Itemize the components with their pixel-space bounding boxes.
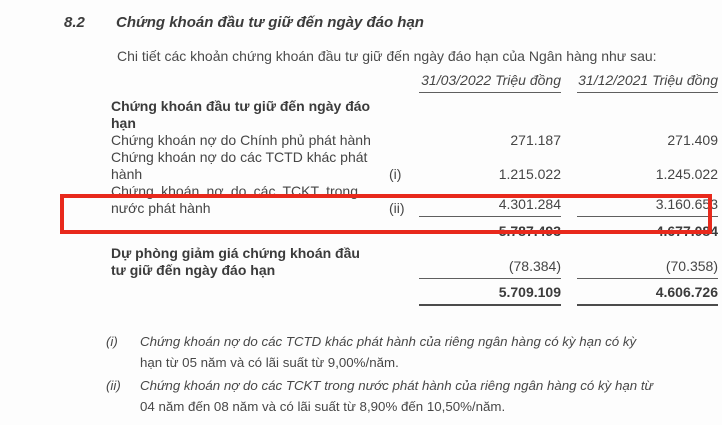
value-2022: 4.301.284 [419, 196, 561, 217]
footnote-marker: (ii) [106, 378, 121, 393]
table-row-net-total [111, 284, 718, 306]
footnote-ii: (ii) Chứng khoán nợ do các TCKT trong nước phát hành của riêng ngân hàng có kỳ hạn từ 04 năm đến 08 năm và có lãi suất từ 8,90% đến 10,50%/năm. [106, 376, 706, 417]
section-title: Chứng khoán đầu tư giữ đến ngày đáo hạn [116, 14, 424, 31]
table-row-tckt-bonds-highlighted: Chứng khoán nợ do các TCKT trong nước phát hành (ii) 4.301.284 3.160.653 [111, 183, 718, 216]
value-2021: 3.160.653 [577, 196, 718, 217]
footnotes [106, 332, 706, 420]
column-unit-2021: Triệu đồng [652, 72, 718, 88]
value-2021: 1.245.022 [655, 166, 718, 182]
footnote-i: (i) Chứng khoán nợ do các TCTD khác phát hành của riêng ngân hàng có kỳ hạn có kỳ hạn từ 05 năm và có lãi suất từ 9,00%/năm. [106, 332, 706, 373]
intro-text: Chi tiết các khoản chứng khoán đầu tư giữ đến ngày đáo hạn của Ngân hàng như sau: [117, 48, 657, 64]
note-ref-ii: (ii) [389, 200, 405, 216]
section-heading [64, 14, 424, 31]
provision-2022: (78.384) [419, 258, 561, 279]
value-2022: 271.187 [510, 132, 561, 148]
note-ref-i: (i) [389, 166, 402, 182]
column-header-2021 [577, 72, 718, 93]
net-total-2021: 4.606.726 [577, 284, 718, 306]
table-row-government-bonds: Chứng khoán nợ do Chính phủ phát hành 271.187 271.409 [111, 132, 718, 148]
column-date-2021: 31/12/2021 [578, 72, 649, 88]
value-2022: 1.215.022 [498, 166, 561, 182]
net-total-2022: 5.709.109 [419, 284, 561, 306]
column-unit-2022: Triệu đồng [495, 72, 561, 88]
table-header-row [111, 72, 718, 93]
table-row-group-caption: Chứng khoán đầu tư giữ đến ngày đáo hạn [111, 98, 371, 131]
column-header-2022 [419, 72, 561, 93]
table-row-subtotal [111, 223, 718, 240]
table-row-tctd-bonds: Chứng khoán nợ do các TCTD khác phát hành (i) 1.215.022 1.245.022 [111, 149, 718, 182]
provision-2021: (70.358) [577, 258, 718, 279]
table-row-provision: Dự phòng giảm giá chứng khoán đầu tư giữ đến ngày đáo hạn (78.384) (70.358) [111, 245, 718, 278]
footnote-marker: (i) [106, 334, 118, 349]
held-to-maturity-table [111, 72, 718, 306]
section-number: 8.2 [64, 14, 85, 31]
subtotal-2021: 4.677.084 [655, 223, 718, 239]
subtotal-2022: 5.787.493 [498, 223, 561, 239]
value-2021: 271.409 [667, 132, 718, 148]
column-date-2022: 31/03/2022 [421, 72, 492, 88]
